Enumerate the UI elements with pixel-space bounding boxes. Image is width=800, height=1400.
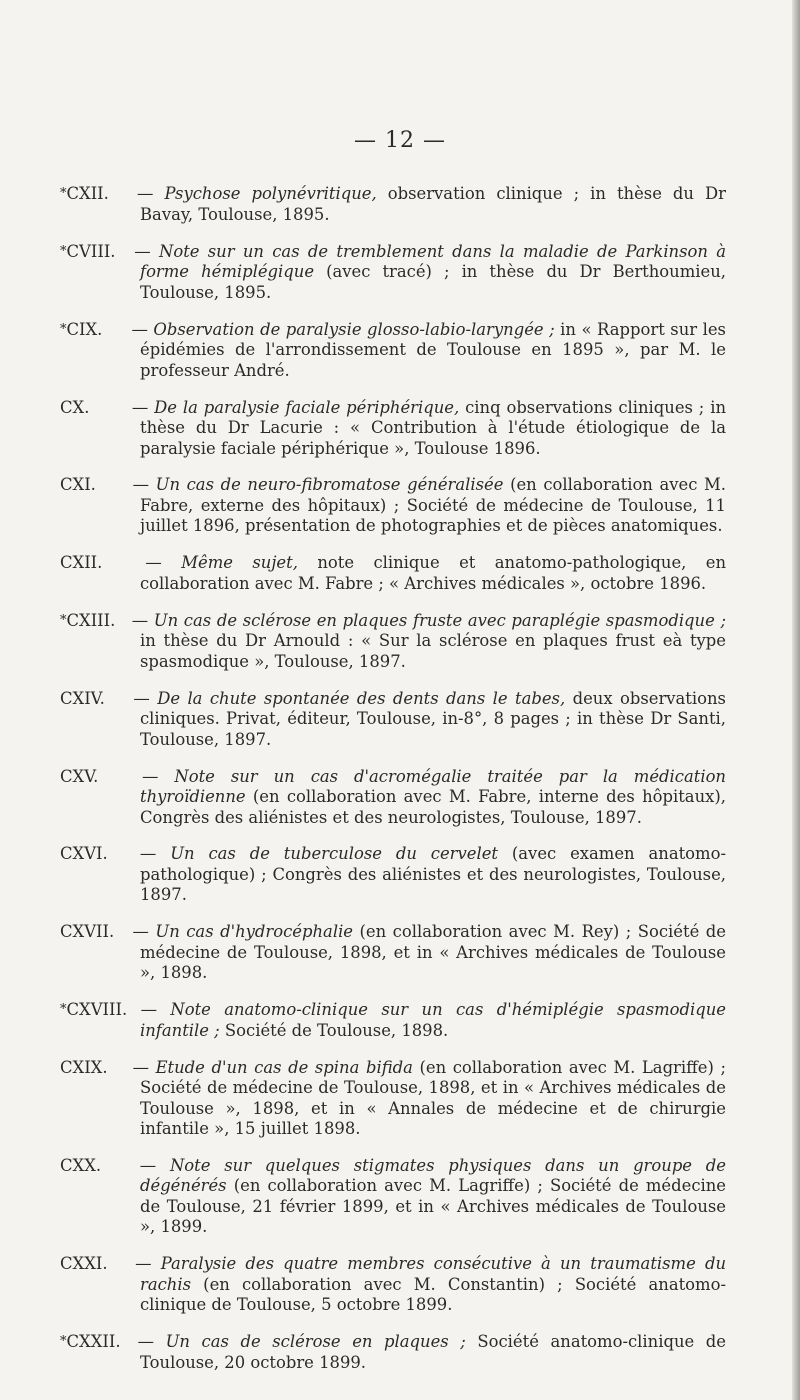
entry-text: Société anatomo-clinique de Toulouse, 20 octobre 1899. [140, 1332, 726, 1372]
entry-title: Observation de paralysie glosso-labio-laryngée ; [153, 319, 555, 339]
entry-star: * [60, 243, 67, 259]
entry-star: * [60, 321, 67, 337]
entry-number: CXXII. [66, 1332, 121, 1352]
entry-title: Note sur quelques stigmates physiques dans un groupe de dégénérés [140, 1155, 726, 1196]
entry-dash: — [134, 241, 151, 261]
entry-number: CXVIII. [66, 1000, 128, 1020]
bibliography-list [60, 168, 726, 1385]
entry-title: Un cas de neuro-fibromatose généralisée [155, 475, 504, 495]
entry-dash: — [145, 553, 162, 573]
bibliography-entry [60, 1332, 726, 1373]
bibliography-entry [60, 1254, 726, 1316]
bibliography-entry [60, 844, 726, 906]
entry-dash: — [139, 844, 157, 864]
entry-title: Un cas de sclérose en plaques ; [165, 1332, 466, 1352]
entry-title: De la paralysie faciale périphérique, [154, 397, 460, 417]
entry-title: Note anatomo-clinique sur un cas d'hémiplégie spasmodique infantile ; [140, 1000, 727, 1040]
page-number: — 12 — [354, 128, 446, 153]
entry-star: * [60, 1334, 67, 1350]
entry-star: * [60, 186, 67, 202]
entry-dash: — [139, 1155, 157, 1175]
page-scan-edge [792, 0, 800, 1400]
entry-text: (en collaboration avec M. Constantin) ; Société anatomo-clinique de Toulouse, 5 octobre 1899. [140, 1274, 726, 1315]
entry-title: Un cas de sclérose en plaques fruste avec paraplégie spasmodique ; [153, 610, 727, 630]
entry-number: CXIX. [60, 1057, 108, 1077]
entry-text: (en collaboration avec M. Rey) ; Société de médecine de Toulouse, 1898, et in « Archives médicales de Toulouse », 1898. [140, 922, 726, 983]
bibliography-entry [60, 1156, 726, 1238]
entry-dash: — [133, 688, 150, 708]
entry-title: Psychose polynévritique, [164, 184, 377, 204]
entry-title: Un cas de tuberculose du cervelet [170, 844, 498, 864]
entry-title: De la chute spontanée des dents dans le tabes, [157, 688, 566, 708]
entry-dash: — [135, 1254, 152, 1274]
entry-dash: — [137, 184, 154, 204]
entry-text: in « Rapport sur les épidémies de l'arrondissement de Toulouse en 1895 », par M. le professeur André. [140, 319, 726, 380]
entry-dash: — [131, 397, 149, 417]
entry-dash: — [132, 922, 149, 942]
entry-number: CVIII. [66, 241, 116, 261]
entry-text: (en collaboration avec M. Lagriffe) ; Société de médecine de Toulouse, 21 février 1899, et in « Archives médicales de Toulouse », 1899. [140, 1176, 726, 1237]
entry-text: note clinique et anatomo-pathologique, en collaboration avec M. Fabre ; « Archives médicales », octobre 1896. [140, 553, 727, 593]
bibliography-entry [60, 922, 726, 984]
entry-number: CIX. [66, 319, 103, 339]
entry-text: deux observations cliniques. Privat, éditeur, Toulouse, in-8°, 8 pages ; in thèse Dr Santi, Toulouse, 1897. [140, 688, 726, 749]
entry-number: CXII. [66, 184, 109, 204]
bibliography-entry [60, 1058, 726, 1140]
entry-title: Un cas d'hydrocéphalie [155, 922, 354, 942]
entry-title: Note sur un cas de tremblement dans la maladie de Parkinson à forme hémiplégique [140, 241, 727, 282]
entry-number: CXII. [60, 553, 103, 573]
entry-text: (en collaboration avec M. Fabre, interne des hôpitaux), Congrès des aliénistes et des neurologistes, Toulouse, 1897. [140, 787, 726, 827]
entry-dash: — [132, 1057, 149, 1077]
bibliography-entry [60, 242, 726, 304]
entry-number: CXXI. [60, 1254, 108, 1274]
bibliography-entry [60, 611, 726, 673]
entry-text: Société de Toulouse, 1898. [224, 1020, 449, 1040]
entry-text: (en collaboration avec M. Fabre, externe des hôpitaux) ; Société de médecine de Toulouse, 11 juillet 1896, présentation de photographies et de pièces anatomiques. [140, 475, 727, 536]
entry-dash: — [140, 1000, 157, 1020]
bibliography-entry [60, 689, 726, 751]
entry-title: Même sujet, [181, 553, 298, 573]
entry-star: * [60, 612, 67, 628]
entry-dash: — [132, 475, 150, 495]
bibliography-entry [60, 553, 726, 594]
entry-number: CXX. [60, 1155, 102, 1175]
entry-star: * [60, 1002, 67, 1018]
bibliography-entry [60, 184, 726, 225]
entry-dash: — [131, 319, 148, 339]
entry-dash: — [131, 610, 149, 630]
entry-dash: — [141, 766, 159, 786]
entry-number: CXIV. [60, 688, 105, 708]
bibliography-entry [60, 767, 726, 829]
entry-text: cinq observations cliniques ; in thèse du Dr Lacurie : « Contribution à l'étude étiologique de la paralysie faciale périphérique », Toulouse 1896. [140, 397, 726, 458]
entry-text: (avec tracé) ; in thèse du Dr Berthoumieu, Toulouse, 1895. [140, 262, 726, 302]
entry-number: CXV. [60, 766, 99, 786]
bibliography-entry [60, 475, 726, 537]
entry-text: (en collaboration avec M. Lagriffe) ; Société de médecine de Toulouse, 1898, et in « Archives médicales de Toulouse », 1898, et in « Annales de médecine et de chirurgie infantile », 15 juillet 1898. [140, 1057, 726, 1139]
entry-title: Paralysie des quatre membres consécutive à un traumatisme du rachis [140, 1254, 727, 1294]
bibliography-entry [60, 320, 726, 382]
entry-title: Etude d'un cas de spina bifida [155, 1057, 413, 1077]
bibliography-entry [60, 1000, 726, 1041]
bibliography-entry [60, 398, 726, 460]
entry-number: CXVI. [60, 844, 108, 864]
entry-title: Note sur un cas d'acromégalie traitée par la médication thyroïdienne [140, 766, 726, 807]
entry-text: (avec examen anatomo-pathologique) ; Congrès des aliénistes et des neurologistes, Toulouse, 1897. [140, 844, 727, 905]
entry-text: in thèse du Dr Arnould : « Sur la sclérose en plaques frust eà type spasmodique », Toulouse, 1897. [140, 631, 726, 671]
entry-number: CXIII. [66, 610, 116, 630]
entry-text: observation clinique ; in thèse du Dr Bavay, Toulouse, 1895. [140, 184, 726, 224]
entry-dash: — [137, 1332, 154, 1352]
entry-number: CXVII. [60, 922, 115, 942]
entry-number: CX. [60, 397, 90, 417]
entry-number: CXI. [60, 475, 96, 495]
